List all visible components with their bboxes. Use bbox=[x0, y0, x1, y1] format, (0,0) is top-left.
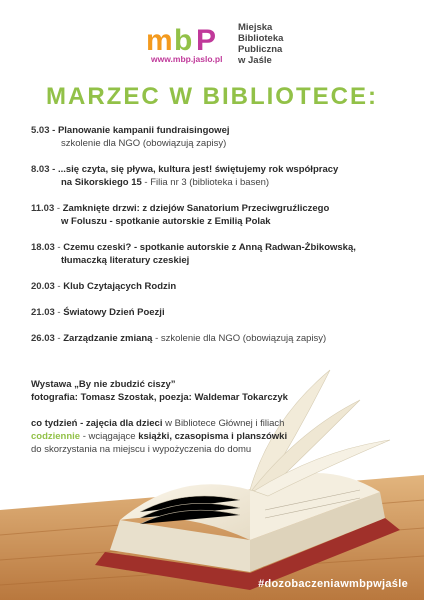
logo-letter-b: b bbox=[174, 24, 193, 56]
logo-letter-m: m bbox=[146, 24, 173, 56]
exhibition-info bbox=[31, 378, 288, 404]
page-title: MARZEC W BIBLIOTECE: bbox=[46, 83, 378, 110]
event-detail: - szkolenie dla NGO (obowiązują zapisy) bbox=[152, 333, 327, 344]
event-item bbox=[31, 332, 406, 345]
library-name-line: Miejska bbox=[238, 22, 273, 33]
website-link[interactable]: www.mbp.jaslo.pl bbox=[151, 54, 223, 64]
event-separator: - bbox=[54, 307, 64, 318]
daily-highlight: codziennie bbox=[31, 431, 81, 442]
event-title: Zarządzanie zmianą bbox=[63, 333, 153, 344]
event-separator: - bbox=[54, 281, 64, 292]
event-title: ...się czyta, się pływa, kultura jest! świętujemy rok współpracy bbox=[57, 164, 339, 175]
daily-mid: - wciągające bbox=[80, 431, 139, 442]
daily-bold: książki, czasopisma i planszówki bbox=[138, 431, 288, 442]
daily-rest: do skorzystania na miejscu i wypożyczenia do domu bbox=[31, 444, 252, 455]
exhibition-title: Wystawa „By nie zbudzić ciszy” bbox=[31, 379, 176, 390]
exhibition-credits: fotografia: Tomasz Szostak, poezja: Waldemar Tokarczyk bbox=[31, 392, 288, 403]
hashtag: #dozobaczeniawmbpwjaśle bbox=[258, 578, 408, 590]
event-item bbox=[31, 202, 406, 228]
weekly-info bbox=[31, 417, 321, 456]
event-title: Klub Czytających Rodzin bbox=[63, 281, 177, 292]
event-item bbox=[31, 163, 406, 189]
event-separator: - bbox=[54, 203, 63, 214]
weekly-kids-rest: w Bibliotece Głównej i filiach bbox=[162, 418, 285, 429]
event-title: Czemu czeski? - spotkanie autorskie z Anną Radwan-Żbikowską, bbox=[63, 242, 356, 253]
event-item bbox=[31, 306, 406, 319]
daily-line bbox=[31, 430, 321, 443]
header bbox=[0, 18, 424, 68]
event-date: 11.03 bbox=[31, 203, 55, 214]
mbp-logo-mark bbox=[146, 24, 236, 56]
logo-letter-p: P bbox=[196, 24, 217, 56]
event-detail-bold: na Sikorskiego 15 bbox=[61, 177, 142, 188]
event-detail-bold: tłumaczką literatury czeskiej bbox=[61, 255, 190, 266]
library-name bbox=[238, 22, 283, 66]
event-item bbox=[31, 280, 406, 293]
event-title: Światowy Dzień Poezji bbox=[63, 307, 165, 318]
event-detail-bold: w Foluszu - spotkanie autorskie z Emilią Polak bbox=[61, 216, 271, 227]
event-title: Zamknięte drzwi: z dziejów Sanatorium Przeciwgruźliczego bbox=[62, 203, 330, 214]
event-item bbox=[31, 124, 406, 150]
event-separator: - bbox=[54, 242, 64, 253]
event-detail: - Filia nr 3 (biblioteka i basen) bbox=[141, 177, 270, 188]
event-date: 26.03 bbox=[31, 333, 55, 344]
library-name-line: Publiczna bbox=[238, 44, 283, 55]
event-date: 18.03 bbox=[31, 242, 55, 253]
library-name-line: Biblioteka bbox=[238, 33, 284, 44]
weekly-kids-bold: co tydzień - zajęcia dla dzieci bbox=[31, 418, 163, 429]
library-name-line: w Jaśle bbox=[238, 55, 272, 66]
event-date: 20.03 bbox=[31, 281, 55, 292]
event-date: 21.03 bbox=[31, 307, 55, 318]
event-item bbox=[31, 241, 406, 267]
event-detail-line bbox=[31, 176, 406, 189]
event-detail: szkolenie dla NGO (obowiązują zapisy) bbox=[61, 138, 227, 149]
event-title: Planowanie kampanii fundraisingowej bbox=[57, 125, 230, 136]
event-separator: - bbox=[54, 333, 64, 344]
event-date: 5.03 - bbox=[31, 125, 56, 136]
event-date: 8.03 - bbox=[31, 164, 56, 175]
event-list bbox=[31, 124, 406, 358]
weekly-line bbox=[31, 417, 321, 430]
